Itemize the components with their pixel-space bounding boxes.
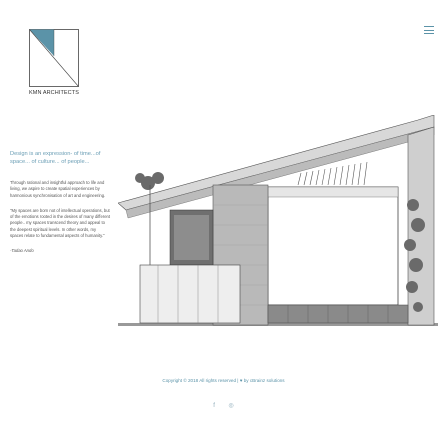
hamburger-menu-icon[interactable]	[424, 26, 434, 36]
facebook-icon[interactable]: f	[213, 403, 215, 409]
quote-text: "My spaces are born not of intellectual operations, but of the emotions rooted in the desires of many different people.. my spaces transcend theory and appeal to the deepest spiritual levels. In other words, my spaces relate to fundamental aspects of humanity."	[10, 207, 111, 239]
menu-bar	[424, 26, 434, 27]
building-illustration	[118, 115, 438, 340]
intro-paragraph: Through rational and insightful approach to life and living, we aspire to create spatial experiences by harmonious synchronisation of art and engineering.	[10, 180, 106, 198]
tagline: Design is an expression- of time...of space... of culture... of people...	[10, 151, 101, 165]
intro-text	[10, 150, 110, 253]
quote-author: -Tadao Ando	[10, 248, 34, 254]
logo-caption: KMN ARCHITECTS	[29, 90, 79, 96]
social-links	[0, 402, 447, 409]
copyright-text: Copyright © 2018 All rights reserved | ♥ by cBrainz solutions	[162, 378, 285, 383]
instagram-icon[interactable]: ◎	[228, 403, 234, 409]
menu-bar	[424, 30, 434, 31]
menu-bar	[424, 33, 434, 34]
kmn-logo[interactable]	[29, 29, 79, 87]
